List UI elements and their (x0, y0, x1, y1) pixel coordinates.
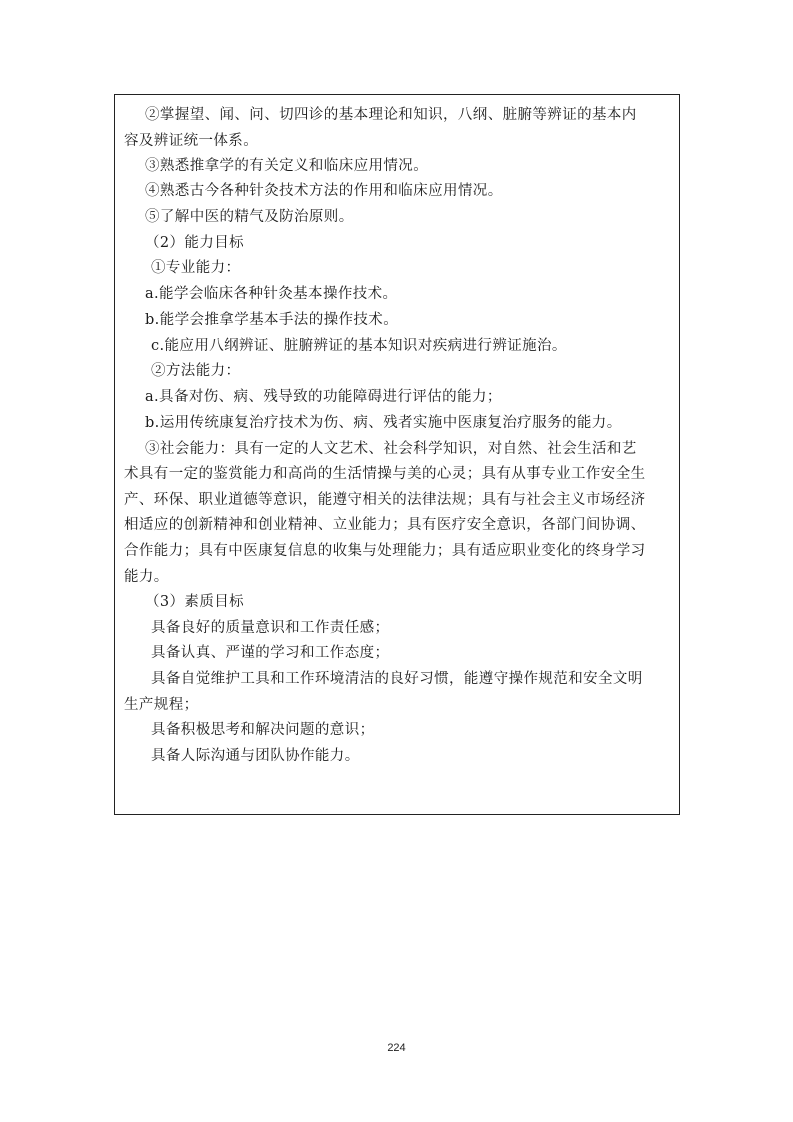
text-line: 产、环保、职业道德等意识，能遵守相关的法律法规；具有与社会主义市场经济 (124, 492, 646, 508)
page-number: 224 (387, 1042, 406, 1054)
text-line: 容及辨证统一体系。 (124, 133, 259, 149)
text-line: ④熟悉古今各种针灸技术方法的作用和临床应用情况。 (145, 183, 503, 199)
text-line: ③社会能力：具有一定的人文艺术、社会科学知识，对自然、社会生活和艺 (145, 441, 637, 457)
section-heading: （2）能力目标 (145, 235, 245, 251)
text-line: ②掌握望、闻、问、切四诊的基本理论和知识，八纲、脏腑等辨证的基本内 (145, 107, 637, 123)
section-heading: （3）素质目标 (145, 594, 245, 610)
list-item: b.运用传统康复治疗技术为伤、病、残者实施中医康复治疗服务的能力。 (145, 415, 622, 431)
text-line: 生产规程； (124, 697, 199, 713)
text-line: 能力。 (124, 569, 169, 585)
list-item: a.能学会临床各种针灸基本操作技术。 (145, 286, 398, 302)
text-line: 术具有一定的鉴赏能力和高尚的生活情操与美的心灵；具有从事专业工作安全生 (124, 466, 646, 482)
text-line: 具备良好的质量意识和工作责任感； (151, 620, 390, 636)
text-line: 合作能力；具有中医康复信息的收集与处理能力；具有适应职业变化的终身学习 (124, 543, 646, 559)
subsection-heading: ②方法能力： (151, 363, 241, 379)
list-item: a.具备对伤、病、残导致的功能障碍进行评估的能力； (145, 389, 502, 405)
text-line: ⑤了解中医的精气及防治原则。 (145, 209, 354, 225)
text-line: 具备自觉维护工具和工作环境清洁的良好习惯，能遵守操作规范和安全文明 (151, 671, 643, 687)
text-line: 具备积极思考和解决问题的意识； (151, 722, 375, 738)
text-line: 具备认真、严谨的学习和工作态度； (151, 645, 390, 661)
text-line: ③熟悉推拿学的有关定义和临床应用情况。 (145, 158, 429, 174)
subsection-heading: ①专业能力： (151, 260, 241, 276)
list-item: b.能学会推拿学基本手法的操作技术。 (145, 312, 399, 328)
text-line: 相适应的创新精神和创业精神、立业能力；具有医疗安全意识，各部门间协调、 (124, 517, 646, 533)
text-line: 具备人际沟通与团队协作能力。 (151, 748, 360, 764)
content-box (114, 94, 680, 815)
list-item: c.能应用八纲辨证、脏腑辨证的基本知识对疾病进行辨证施治。 (151, 338, 567, 354)
